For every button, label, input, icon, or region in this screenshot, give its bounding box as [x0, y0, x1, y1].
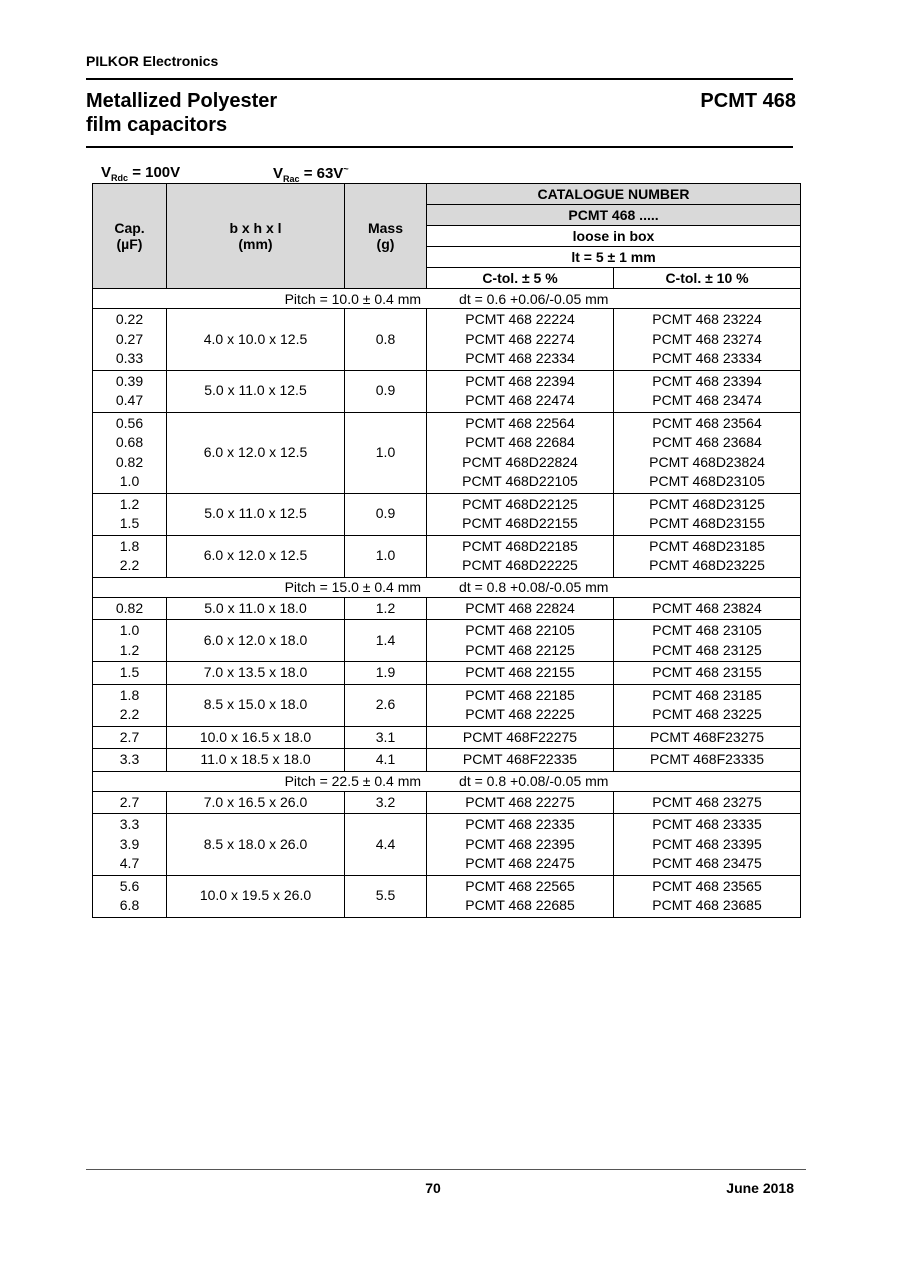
table-row [93, 620, 801, 662]
document-title [86, 89, 277, 137]
tol5-cell: PCMT 468D22125 PCMT 468D22155 [427, 493, 614, 535]
dimension-cell: 5.0 x 11.0 x 12.5 [167, 493, 345, 535]
cap-cell: 1.8 2.2 [93, 684, 167, 726]
mass-cell: 1.2 [345, 597, 427, 620]
dt-label: dt = 0.6 +0.06/-0.05 mm [459, 290, 609, 307]
mass-cell: 0.9 [345, 370, 427, 412]
dimension-cell: 10.0 x 19.5 x 26.0 [167, 875, 345, 917]
model-number: PCMT 468 [700, 90, 796, 112]
cap-cell: 0.56 0.68 0.82 1.0 [93, 412, 167, 493]
mass-cell: 0.9 [345, 493, 427, 535]
tol5-cell: PCMT 468 22565 PCMT 468 22685 [427, 875, 614, 917]
tol5-cell: PCMT 468 22824 [427, 597, 614, 620]
pitch-row [93, 289, 801, 309]
header-mass: Mass (g) [345, 184, 427, 289]
mass-cell: 1.0 [345, 412, 427, 493]
tol5-cell: PCMT 468 22275 [427, 791, 614, 814]
tol10-cell: PCMT 468 23155 [614, 662, 801, 685]
dimension-cell: 5.0 x 11.0 x 18.0 [167, 597, 345, 620]
cap-cell: 5.6 6.8 [93, 875, 167, 917]
dimension-cell: 8.5 x 15.0 x 18.0 [167, 684, 345, 726]
title-rule [86, 146, 793, 148]
cap-cell: 1.2 1.5 [93, 493, 167, 535]
vrdc-rating: $V_{Rdc} = 100V$ [101, 164, 181, 183]
table-row [93, 726, 801, 749]
table-row [93, 309, 801, 371]
pitch-label: Pitch = 10.0 ± 0.4 mm [284, 290, 422, 307]
tol10-cell: PCMT 468 23565 PCMT 468 23685 [614, 875, 801, 917]
tol5-cell: PCMT 468 22224 PCMT 468 22274 PCMT 468 22334 [427, 309, 614, 371]
header-tol5: C-tol. ± 5 % [427, 268, 614, 289]
tol10-cell: PCMT 468 23394 PCMT 468 23474 [614, 370, 801, 412]
pitch-cell [93, 289, 801, 309]
footer-rule [86, 1169, 806, 1170]
tol10-cell: PCMT 468 23335 PCMT 468 23395 PCMT 468 23475 [614, 814, 801, 876]
dimension-cell: 6.0 x 12.0 x 12.5 [167, 535, 345, 577]
mass-cell: 4.1 [345, 749, 427, 772]
pitch-label: Pitch = 22.5 ± 0.4 mm [284, 773, 422, 789]
tol5-cell: PCMT 468 22335 PCMT 468 22395 PCMT 468 22475 [427, 814, 614, 876]
cap-cell: 2.7 [93, 726, 167, 749]
cap-cell: 3.3 [93, 749, 167, 772]
tol5-cell: PCMT 468 22564 PCMT 468 22684 PCMT 468D22824 PCMT 468D22105 [427, 412, 614, 493]
pitch-cell [93, 577, 801, 597]
footer-date: June 2018 [726, 1180, 794, 1196]
table-body [93, 289, 801, 918]
cap-cell: 3.3 3.9 4.7 [93, 814, 167, 876]
tol10-cell: PCMT 468 23275 [614, 791, 801, 814]
cap-cell: 1.5 [93, 662, 167, 685]
header-lead-length: lt = 5 ± 1 mm [427, 247, 801, 268]
cap-cell: 0.39 0.47 [93, 370, 167, 412]
title-line-2: film capacitors [86, 114, 228, 136]
dimension-cell: 10.0 x 16.5 x 18.0 [167, 726, 345, 749]
tol10-cell: PCMT 468 23185 PCMT 468 23225 [614, 684, 801, 726]
table-row [93, 493, 801, 535]
catalogue-table [92, 183, 801, 918]
table-row [93, 535, 801, 577]
header-dimensions: b x h x l (mm) [167, 184, 345, 289]
tol10-cell: PCMT 468 23824 [614, 597, 801, 620]
tol10-cell: PCMT 468F23335 [614, 749, 801, 772]
table-row [93, 749, 801, 772]
header-packaging: loose in box [427, 226, 801, 247]
dimension-cell: 6.0 x 12.0 x 18.0 [167, 620, 345, 662]
table-row [93, 791, 801, 814]
pitch-cell [93, 771, 801, 791]
dimension-cell: 8.5 x 18.0 x 26.0 [167, 814, 345, 876]
mass-cell: 1.0 [345, 535, 427, 577]
dimension-cell: 11.0 x 18.5 x 18.0 [167, 749, 345, 772]
mass-cell: 2.6 [345, 684, 427, 726]
tol10-cell: PCMT 468D23185 PCMT 468D23225 [614, 535, 801, 577]
dimension-cell: 4.0 x 10.0 x 12.5 [167, 309, 345, 371]
mass-cell: 1.9 [345, 662, 427, 685]
pitch-row [93, 771, 801, 791]
header-cap: Cap. (µF) [93, 184, 167, 289]
tol10-cell: PCMT 468 23224 PCMT 468 23274 PCMT 468 23334 [614, 309, 801, 371]
header-rule [86, 78, 793, 80]
tol5-cell: PCMT 468 22105 PCMT 468 22125 [427, 620, 614, 662]
table-row [93, 370, 801, 412]
tol5-cell: PCMT 468F22275 [427, 726, 614, 749]
tol5-cell: PCMT 468F22335 [427, 749, 614, 772]
cap-cell: 2.7 [93, 791, 167, 814]
table-row [93, 412, 801, 493]
mass-cell: 1.4 [345, 620, 427, 662]
dimension-cell: 6.0 x 12.0 x 12.5 [167, 412, 345, 493]
mass-cell: 5.5 [345, 875, 427, 917]
tol5-cell: PCMT 468D22185 PCMT 468D22225 [427, 535, 614, 577]
tol10-cell: PCMT 468D23125 PCMT 468D23155 [614, 493, 801, 535]
tol10-cell: PCMT 468 23564 PCMT 468 23684 PCMT 468D23824 PCMT 468D23105 [614, 412, 801, 493]
table-row [93, 875, 801, 917]
table-row [93, 597, 801, 620]
dt-label: dt = 0.8 +0.08/-0.05 mm [459, 579, 609, 595]
tol10-cell: PCMT 468 23105 PCMT 468 23125 [614, 620, 801, 662]
dimension-cell: 5.0 x 11.0 x 12.5 [167, 370, 345, 412]
tol10-cell: PCMT 468F23275 [614, 726, 801, 749]
title-line-1: Metallized Polyester [86, 90, 278, 112]
table-row [93, 814, 801, 876]
dimension-cell: 7.0 x 13.5 x 18.0 [167, 662, 345, 685]
mass-cell: 4.4 [345, 814, 427, 876]
mass-cell: 0.8 [345, 309, 427, 371]
header-series: PCMT 468 ..... [427, 205, 801, 226]
vrac-rating: $V_{Rac} = 63V^\sim$ [273, 164, 349, 184]
cap-cell: 1.0 1.2 [93, 620, 167, 662]
mass-cell: 3.2 [345, 791, 427, 814]
tol5-cell: PCMT 468 22394 PCMT 468 22474 [427, 370, 614, 412]
table-row [93, 684, 801, 726]
dimension-cell: 7.0 x 16.5 x 26.0 [167, 791, 345, 814]
cap-cell: 0.22 0.27 0.33 [93, 309, 167, 371]
header-tol10: C-tol. ± 10 % [614, 268, 801, 289]
mass-cell: 3.1 [345, 726, 427, 749]
tol5-cell: PCMT 468 22185 PCMT 468 22225 [427, 684, 614, 726]
cap-cell: 0.82 [93, 597, 167, 620]
table-row [93, 662, 801, 685]
cap-cell: 1.8 2.2 [93, 535, 167, 577]
company-name: PILKOR Electronics [86, 53, 219, 69]
pitch-label: Pitch = 15.0 ± 0.4 mm [284, 579, 422, 595]
header-catalogue-number: CATALOGUE NUMBER [427, 184, 801, 205]
page-number: 70 [425, 1180, 441, 1196]
dt-label: dt = 0.8 +0.08/-0.05 mm [459, 773, 609, 789]
tol5-cell: PCMT 468 22155 [427, 662, 614, 685]
pitch-row [93, 577, 801, 597]
